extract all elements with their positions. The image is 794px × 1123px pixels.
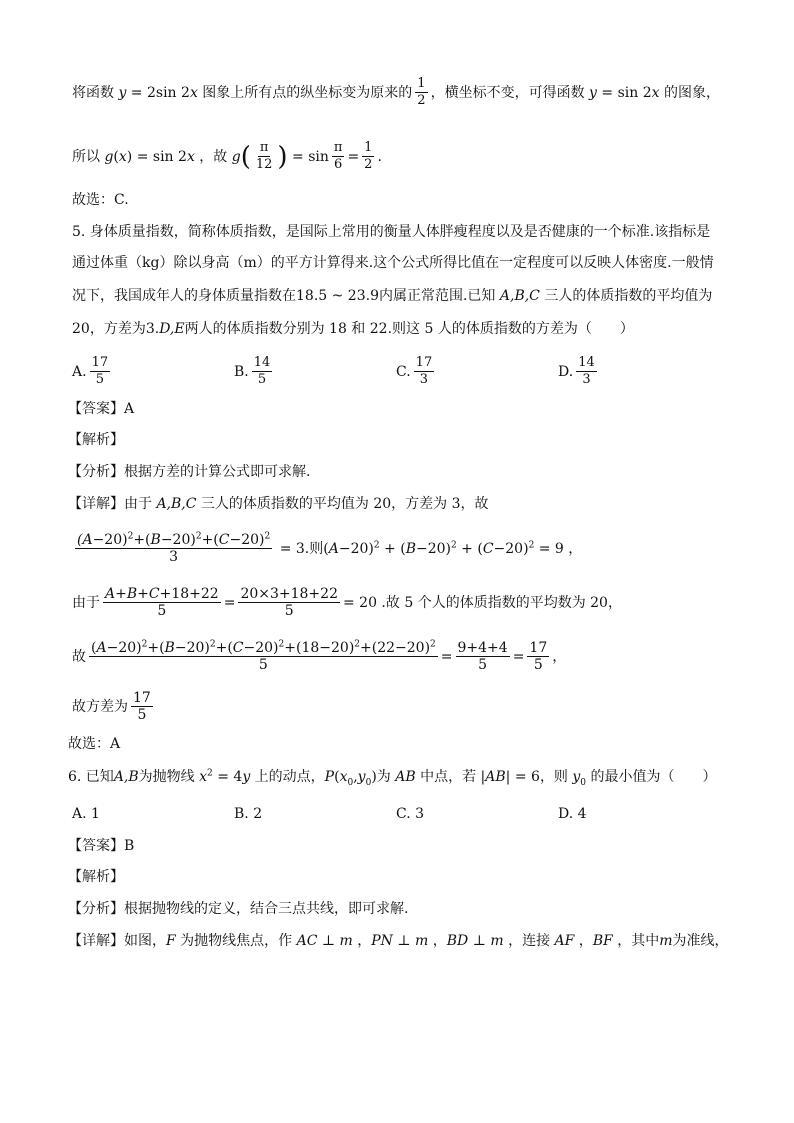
fraction: $\frac{17}{5}$ xyxy=(133,690,151,723)
text: 故 xyxy=(72,648,86,665)
text: 【详解】由于 xyxy=(68,496,152,512)
text: 中点，若 xyxy=(420,769,477,785)
fraction: $\frac{17}{5}$ xyxy=(529,640,548,673)
text: 三人的体质指数的平均值为 20，方差为 3，故 xyxy=(200,496,489,512)
math-expr: = xyxy=(223,594,236,611)
option-d[interactable]: D. $\frac{14}{3}$ xyxy=(558,355,595,387)
text: ，则 xyxy=(539,769,568,785)
text: 故方差为 xyxy=(72,698,128,715)
fraction: $\frac{(A-20)^2+(B-20)^2+(C-20)^2+(18-20)^2+(22-20)^2}{5}$ xyxy=(91,639,436,673)
text: ，故 xyxy=(199,148,228,165)
math-expr: = sin xyxy=(287,148,329,165)
q5-line-1: 5. 身体质量指数，简称体质指数，是国际上常用的衡量人体胖瘦程度以及是否健康的一个标准.该指标是 xyxy=(72,224,711,240)
math-expr: ， xyxy=(552,648,567,665)
q5-line-3 xyxy=(72,286,734,306)
text: 由于 xyxy=(72,594,100,611)
text: 三人的体质指数的平均值为 xyxy=(544,288,713,304)
text: 为准线， xyxy=(672,933,729,949)
math-expr: = xyxy=(440,648,453,665)
math-expr: A,B,C xyxy=(495,288,545,304)
text: 将函数 xyxy=(72,84,114,101)
option-c[interactable]: C. $\frac{17}{3}$ xyxy=(396,355,433,387)
math-expr: y = 2sin 2x xyxy=(114,84,203,101)
q6-analysis: 【解析】 xyxy=(68,869,124,885)
q5-analysis: 【解析】 xyxy=(68,432,124,448)
math-expr: = 3. xyxy=(275,540,310,557)
q6-xiangjie xyxy=(68,931,734,951)
math-expr: $P(x_0,y_0)$ xyxy=(324,769,377,788)
paren: ) xyxy=(277,141,288,172)
math-expr: $(A-20)^2 + (B-20)^2 + (C-20)^2 = 9$ ， xyxy=(323,539,583,557)
math-expr: AC ⊥ m ，PN ⊥ m ，BD ⊥ m xyxy=(292,933,509,949)
text: 则 xyxy=(309,540,324,557)
q6-options xyxy=(72,806,732,822)
q5-line-2: 通过体重（kg）除以身高（m）的平方计算得来.这个公式所得比值在一定程度可以反映人体密度.一般情 xyxy=(72,255,714,271)
text: ，横坐标不变，可得函数 xyxy=(430,84,585,101)
text: 为抛物线 xyxy=(138,769,195,785)
text: 上的动点， xyxy=(254,769,325,785)
math-expr: |AB| = 6 xyxy=(480,769,540,785)
math-expr: A,B,C xyxy=(152,496,201,512)
math-expr: g xyxy=(227,148,241,165)
math-expr: 18.5 ~ 23.9 xyxy=(296,288,379,304)
text-line-2 xyxy=(72,140,734,173)
math-expr: 3.D,E xyxy=(145,321,185,337)
text: 6. 已知 xyxy=(68,769,114,785)
math-expr: = xyxy=(347,148,360,165)
text-line-1 xyxy=(72,76,734,109)
q5-eq-1 xyxy=(72,532,734,565)
fraction: $\frac{A+B+C+18+22}{5}$ xyxy=(105,586,219,619)
fraction: $\frac{(A-20)^2+(B-20)^2+(C-20)^2}{3}$ xyxy=(77,531,271,565)
math-expr: = 20 . xyxy=(342,594,386,611)
math-expr: $x^2 = 4y$ xyxy=(194,768,255,785)
fraction: $\frac{1}{2}$ xyxy=(417,76,426,108)
option-b[interactable]: B. 2 xyxy=(234,806,263,822)
fraction: $\frac{\pi}{12}$ xyxy=(255,140,273,172)
text: 为 xyxy=(376,769,391,785)
q5-answer: 【答案】A xyxy=(68,401,135,417)
fraction: $\frac{20\times 3+18+22}{5}$ xyxy=(240,586,338,619)
q5-xiangjie xyxy=(68,494,734,514)
option-d[interactable]: D. 4 xyxy=(558,806,587,822)
math-expr: $y_0$ xyxy=(567,769,587,788)
q5-fenxi: 【分析】根据方差的计算公式即可求解. xyxy=(68,464,311,480)
math-expr: AB xyxy=(390,769,421,785)
math-expr: m xyxy=(659,933,673,949)
text: 内属正常范围.已知 xyxy=(378,288,496,304)
text: 两人的体质指数分别为 18 和 22.则这 5 人的体质指数的方差为（ ） xyxy=(184,321,634,337)
fraction: $\frac{\pi}{6}$ xyxy=(333,140,343,172)
math-expr: AF ，BF xyxy=(550,933,618,949)
q6-answer: 【答案】B xyxy=(68,838,135,854)
q5-line-4 xyxy=(72,319,734,339)
text: ，其中 xyxy=(617,933,660,949)
q6-fenxi: 【分析】根据抛物线的定义，结合三点共线，即可求解. xyxy=(68,901,409,917)
text: 故 5 个人的体质指数的平均数为 20， xyxy=(385,594,622,611)
option-b[interactable]: B. $\frac{14}{5}$ xyxy=(234,355,271,387)
text: 【详解】如图， xyxy=(68,933,166,949)
math-expr: A,B xyxy=(113,769,139,785)
q6-line-1 xyxy=(68,767,734,787)
fraction: $\frac{9+4+4}{5}$ xyxy=(457,640,508,673)
math-expr: F xyxy=(166,933,181,949)
text: 图象上所有点的纵坐标变为原来的 xyxy=(202,84,413,101)
fraction: $\frac{1}{2}$ xyxy=(364,140,373,172)
text: 20，方差为 xyxy=(72,321,146,337)
math-expr: = xyxy=(512,648,525,665)
text: 况下，我国成年人的身体质量指数在 xyxy=(72,288,296,304)
paren: ( xyxy=(240,141,251,172)
q5-eq-2 xyxy=(72,586,734,619)
q5-conclusion xyxy=(72,690,734,723)
text: ，连接 xyxy=(508,933,551,949)
text: 为抛物线焦点，作 xyxy=(180,933,293,949)
math-expr: . xyxy=(377,148,382,165)
math-expr: y = sin 2x xyxy=(584,84,664,101)
q5-choose: 故选：A xyxy=(68,736,121,752)
option-a[interactable]: A. 1 xyxy=(72,806,100,822)
option-c[interactable]: C. 3 xyxy=(396,806,425,822)
q5-eq-3 xyxy=(72,640,734,673)
text: 的图象， xyxy=(663,84,720,101)
math-expr: g(x) = sin 2x xyxy=(100,148,200,165)
q5-options xyxy=(72,355,732,388)
text: 所以 xyxy=(72,148,100,165)
option-a[interactable]: A. $\frac{17}{5}$ xyxy=(72,355,109,387)
text-line-3: 故选：C. xyxy=(72,192,129,208)
text: 的最小值为（ ） xyxy=(590,769,717,785)
